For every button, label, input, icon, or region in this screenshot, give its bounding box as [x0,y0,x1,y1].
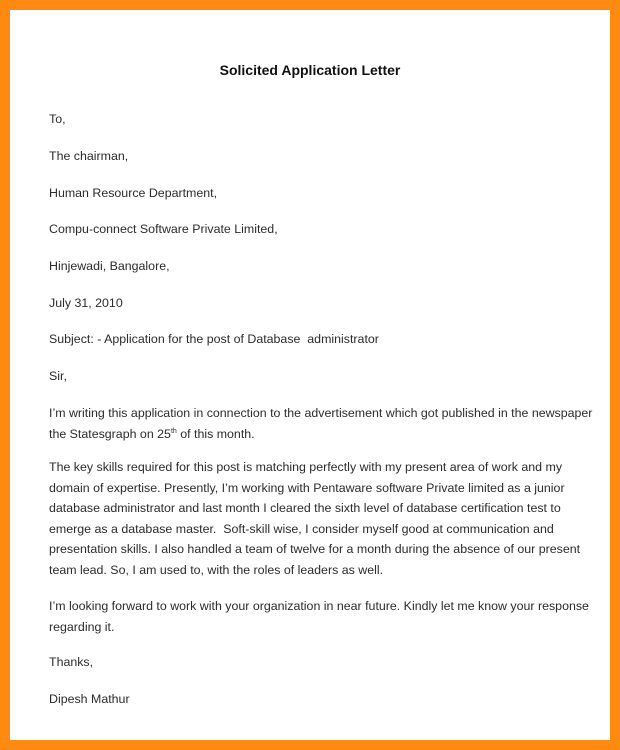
paragraph-1-text: of this month. [176,426,255,441]
letter-date: July 31, 2010 [49,296,123,310]
address-city: Hinjewadi, Bangalore, [49,259,170,273]
paragraph-3-line: regarding it. [49,619,115,634]
address-recipient: The chairman, [49,149,129,163]
ordinal-suffix: th [170,427,177,435]
address-to: To, [49,112,66,126]
paragraph-3 [49,596,589,637]
letter-title: Solicited Application Letter [219,62,401,78]
paragraph-2-line: The key skills required for this post is matching perfectly with my present area of work and my [49,460,563,474]
paragraph-2-line: emerge as a database master. Soft-skill wise, I consider myself good at communication and [49,521,554,536]
paragraph-2-line: team lead. So, I am used to, with the roles of leaders as well. [49,562,384,577]
paragraph-2-line: presentation skills. I also handled a team of twelve for a month during the absence of our present [49,542,581,556]
address-company: Compu-connect Software Private Limited, [49,222,278,236]
address-department: Human Resource Department, [49,186,218,200]
paragraph-2-line: database administrator and last month I cleared the sixth level of database certification test to [49,501,561,515]
paragraph-2-line: domain of expertise. Presently, I’m working with Pentaware software Private limited as a junior [49,480,565,495]
paragraph-1 [49,403,593,444]
signature: Dipesh Mathur [49,692,130,706]
paragraph-1-text: the Statesgraph on 25 [49,426,171,441]
letter-subject: Subject: - Application for the post of Database administrator [49,332,379,346]
paragraph-1-line [49,424,584,445]
closing: Thanks, [49,655,94,669]
paragraph-1-line: I’m writing this application in connection to the advertisement which got published in the newspaper [49,406,593,420]
salutation: Sir, [49,369,67,383]
paragraph-2 [49,457,584,580]
paragraph-3-line: I’m looking forward to work with your organization in near future. Kindly let me know your response [49,599,589,613]
